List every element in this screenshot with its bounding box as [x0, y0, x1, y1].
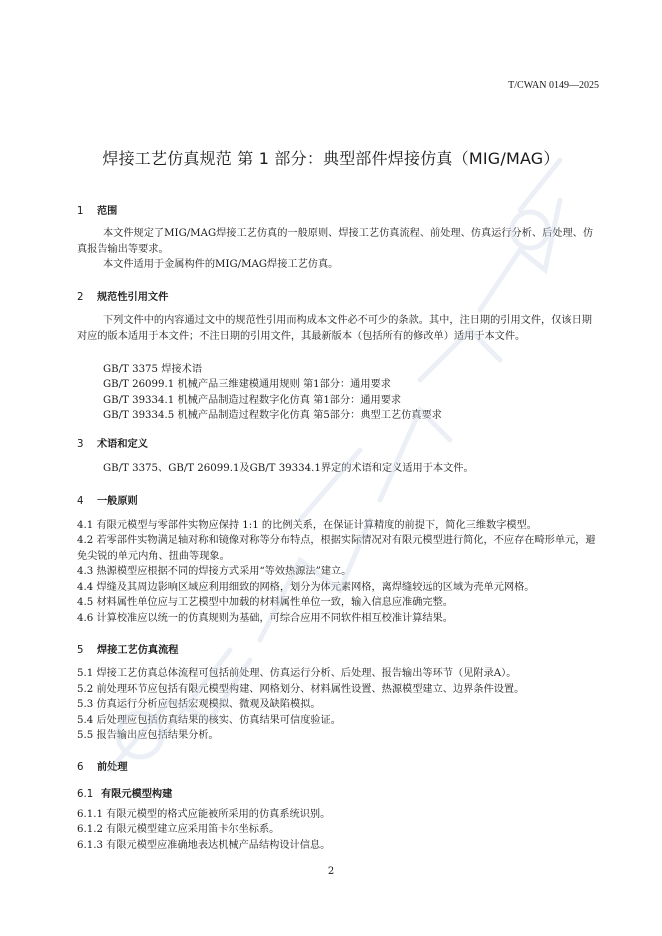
section-3-heading: [77, 435, 148, 450]
clause-4-1: 4.1 有限元模型与零部件实物应保持 1:1 的比例关系，在保证计算精度的前提下，简化三维数字模型。: [77, 520, 537, 531]
reference-item: GB/T 39334.1 机械产品制造过程数字化仿真 第1部分：通用要求: [103, 395, 402, 406]
clause-5-4: 5.4 后处理应包括仿真结果的核实、仿真结果可信度验证。: [77, 715, 341, 726]
section-5-heading: [77, 641, 179, 656]
section-title: 一般原则: [97, 496, 138, 507]
section-6-heading: [77, 758, 128, 773]
clause-5-2: 5.2 前处理环节应包括有限元模型构建、网格划分、材料属性设置、热源模型建立、边界条件设置。: [77, 684, 525, 695]
section-number: 5: [77, 645, 84, 656]
subsection-number: 6.1: [77, 789, 94, 800]
section-1-paragraph-2: 本文件适用于金属构件的MIG/MAG焊接工艺仿真。: [103, 259, 339, 270]
section-number: 6: [77, 762, 84, 773]
clause-5-5: 5.5 报告输出应包括结果分析。: [77, 730, 219, 741]
document-title: 焊接工艺仿真规范 第 1 部分：典型部件焊接仿真（MIG/MAG）: [102, 149, 560, 168]
section-2-paragraph-1: 下列文件中的内容通过文中的规范性引用而构成本文件必不可少的条款。其中，注日期的引用文件，仅该日期对应的版本适用于本文件；不注日期的引用文件，其最新版本（包括所有的修改单）适用于本文件。: [77, 315, 592, 342]
section-number: 3: [77, 439, 84, 450]
clause-4-4: 4.4 焊缝及其周边影响区域应利用细致的网格，划分为体元素网格，离焊缝较远的区域为壳单元网格。: [77, 582, 535, 593]
section-number: 4: [77, 496, 84, 507]
reference-item: GB/T 26099.1 机械产品三维建模通用规则 第1部分：通用要求: [103, 379, 391, 390]
clause-5-1: 5.1 焊接工艺仿真总体流程可包括前处理、仿真运行分析、后处理、报告输出等环节（见附录A）。: [77, 668, 517, 679]
section-3-paragraph-1: GB/T 3375、GB/T 26099.1及GB/T 39334.1界定的术语和定义适用于本文件。: [103, 463, 474, 474]
reference-item: GB/T 3375 焊接术语: [103, 364, 203, 375]
section-title: 焊接工艺仿真流程: [97, 645, 179, 656]
section-1-paragraph-1: 本文件规定了MIG/MAG焊接工艺仿真的一般原则、焊接工艺仿真流程、前处理、仿真运行分析、后处理、仿真报告输出等要求。: [77, 228, 594, 255]
clause-6-1-2: 6.1.2 有限元模型建立应采用笛卡尔坐标系。: [77, 824, 280, 835]
section-number: 1: [77, 206, 84, 217]
clause-4-5: 4.5 材料属性单位应与工艺模型中加载的材料属性单位一致，输入信息应准确完整。: [77, 597, 453, 608]
clause-4-2: 4.2 若零部件实物满足轴对称和镜像对称等分布特点，根据实际情况对有限元模型进行简化，不应存在畸形单元，避免尖锐的单元内角、扭曲等现象。: [77, 535, 596, 562]
section-title: 范围: [97, 206, 118, 217]
reference-item: GB/T 39334.5 机械产品制造过程数字化仿真 第5部分：典型工艺仿真要求: [103, 410, 442, 421]
section-title: 规范性引用文件: [97, 292, 169, 303]
section-4-heading: [77, 492, 138, 507]
clause-4-6: 4.6 计算校准应以统一的仿真规则为基础，可综合应用不同软件相互校准计算结果。: [77, 613, 453, 624]
section-title: 术语和定义: [97, 439, 148, 450]
subsection-title: 有限元模型构建: [101, 789, 173, 800]
section-1-heading: [77, 202, 117, 217]
standard-code: T/CWAN 0149—2025: [508, 80, 599, 91]
section-2-heading: [77, 288, 168, 303]
subsection-6-1-heading: [77, 785, 172, 800]
section-number: 2: [77, 292, 84, 303]
clause-4-3: 4.3 热源模型应根据不同的焊接方式采用“等效热源法”建立。: [77, 566, 352, 577]
clause-5-3: 5.3 仿真运行分析应包括宏观模拟、微观及缺陷模拟。: [77, 699, 321, 710]
clause-6-1-3: 6.1.3 有限元模型应准确地表达机械产品结构设计信息。: [77, 840, 331, 851]
section-title: 前处理: [97, 762, 128, 773]
page-number: 2: [327, 866, 335, 877]
clause-6-1-1: 6.1.1 有限元模型的格式应能被所采用的仿真系统识别。: [77, 809, 331, 820]
